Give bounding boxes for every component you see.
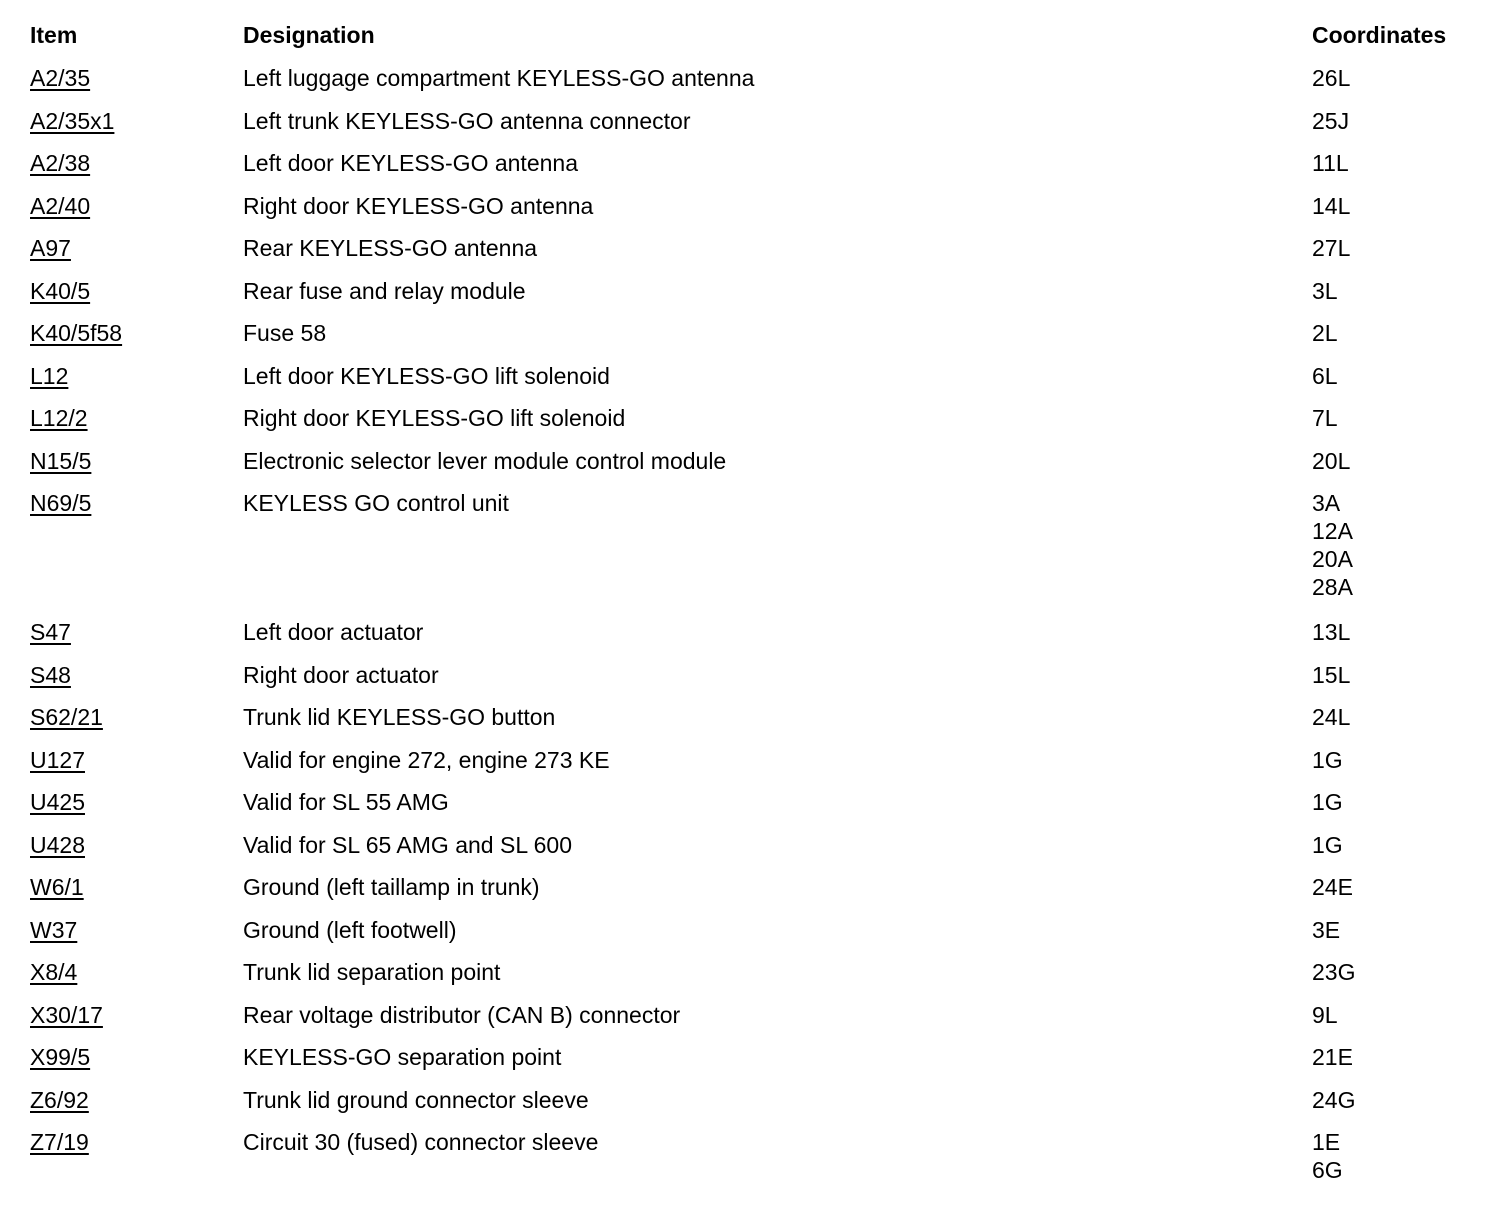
item-cell: [30, 401, 243, 432]
component-legend-table: [30, 18, 1490, 1198]
coordinates-cell: [1312, 444, 1490, 475]
coordinate-value: 28A: [1312, 574, 1353, 600]
designation-cell: Left door KEYLESS-GO lift solenoid: [243, 362, 610, 389]
item-cell: [30, 615, 243, 646]
item-link[interactable]: U428: [30, 831, 85, 858]
table-row: [30, 870, 1490, 913]
item-cell: [30, 444, 243, 475]
item-link[interactable]: K40/5f58: [30, 320, 123, 346]
item-link[interactable]: K40/5: [30, 277, 91, 304]
table-header-row: [30, 18, 1490, 61]
coordinates-cell: [1312, 743, 1490, 774]
column-header-item: Item: [30, 22, 78, 48]
coordinates-cell: [1312, 274, 1490, 305]
coordinates-cell: [1312, 401, 1490, 432]
coordinate-value: 3E: [1312, 916, 1341, 943]
item-cell: [30, 1040, 243, 1071]
designation-cell: Valid for engine 272, engine 273 KE: [243, 746, 610, 773]
item-link[interactable]: S48: [30, 661, 71, 688]
item-link[interactable]: L12: [30, 362, 69, 389]
item-link[interactable]: W37: [30, 916, 78, 943]
designation-cell: Trunk lid KEYLESS-GO button: [243, 704, 556, 730]
designation-cell: Rear fuse and relay module: [243, 277, 526, 304]
item-cell: [30, 870, 243, 901]
table-row: [30, 274, 1490, 317]
item-cell: [30, 785, 243, 816]
item-link[interactable]: X8/4: [30, 959, 78, 985]
table-row: [30, 104, 1490, 147]
item-cell: [30, 316, 243, 347]
item-link[interactable]: Z6/92: [30, 1086, 89, 1113]
table-row: [30, 444, 1490, 487]
item-cell: [30, 1125, 243, 1156]
item-cell: [30, 1083, 243, 1114]
table-row: [30, 913, 1490, 956]
table-body: [30, 61, 1490, 1198]
designation-cell: Ground (left footwell): [243, 916, 457, 943]
item-link[interactable]: S47: [30, 619, 71, 645]
coordinates-cell: [1312, 1040, 1490, 1071]
item-link[interactable]: A97: [30, 235, 71, 261]
table-row: [30, 189, 1490, 232]
table-row: [30, 658, 1490, 701]
table-row: [30, 486, 1490, 615]
designation-cell: Trunk lid ground connector sleeve: [243, 1086, 589, 1113]
coordinates-cell: [1312, 146, 1490, 177]
table-row: [30, 700, 1490, 743]
coordinates-cell: [1312, 615, 1490, 646]
coordinate-value: 23G: [1312, 959, 1356, 985]
coordinate-value: 24E: [1312, 874, 1353, 900]
coordinates-cell: [1312, 955, 1490, 986]
coordinate-value: 20L: [1312, 447, 1351, 474]
designation-cell: Electronic selector lever module control module: [243, 447, 727, 474]
coordinate-value: 3A: [1312, 490, 1341, 516]
coordinates-cell: [1312, 998, 1490, 1029]
designation-cell: Valid for SL 55 AMG: [243, 789, 449, 815]
coordinate-value: 1G: [1312, 746, 1343, 773]
designation-cell: Ground (left taillamp in trunk): [243, 874, 540, 900]
designation-cell: Rear KEYLESS-GO antenna: [243, 235, 538, 261]
coordinate-value: 9L: [1312, 1001, 1338, 1028]
item-cell: [30, 104, 243, 135]
coordinates-cell: [1312, 104, 1490, 135]
coordinates-cell: [1312, 700, 1490, 731]
table-row: [30, 828, 1490, 871]
table-row: [30, 1083, 1490, 1126]
coordinate-value: 1G: [1312, 831, 1343, 858]
designation-cell: Left luggage compartment KEYLESS-GO antenna: [243, 65, 755, 91]
designation-cell: Rear voltage distributor (CAN B) connector: [243, 1001, 681, 1028]
item-cell: [30, 231, 243, 262]
coordinate-value: 26L: [1312, 65, 1351, 91]
item-cell: [30, 828, 243, 859]
coordinate-value: 6L: [1312, 362, 1338, 389]
coordinate-value: 1E: [1312, 1129, 1341, 1155]
item-cell: [30, 359, 243, 390]
table-row: [30, 785, 1490, 828]
coordinates-cell: [1312, 785, 1490, 816]
coordinates-cell: [1312, 1083, 1490, 1114]
coordinate-value: 24L: [1312, 704, 1351, 730]
item-cell: [30, 658, 243, 689]
item-cell: [30, 189, 243, 220]
item-link[interactable]: N15/5: [30, 447, 92, 474]
coordinate-value: 2L: [1312, 320, 1338, 346]
designation-cell: KEYLESS GO control unit: [243, 490, 509, 516]
item-cell: [30, 700, 243, 731]
coordinates-cell: [1312, 359, 1490, 390]
table-row: [30, 955, 1490, 998]
item-cell: [30, 61, 243, 92]
coordinate-value: 3L: [1312, 277, 1338, 304]
item-link[interactable]: A2/35x1: [30, 107, 115, 134]
coordinates-cell: [1312, 828, 1490, 859]
item-link[interactable]: A2/40: [30, 192, 91, 219]
table-row: [30, 743, 1490, 786]
column-header-coordinates: Coordinates: [1312, 22, 1447, 48]
designation-cell: Right door actuator: [243, 661, 439, 688]
column-header-designation: Designation: [243, 22, 375, 48]
table-row: [30, 1040, 1490, 1083]
coordinate-value: 12A: [1312, 518, 1353, 544]
designation-cell: Valid for SL 65 AMG and SL 600: [243, 831, 573, 858]
coordinate-value: 27L: [1312, 235, 1351, 261]
table-row: [30, 61, 1490, 104]
item-link[interactable]: W6/1: [30, 874, 84, 900]
item-cell: [30, 486, 243, 517]
coordinates-cell: [1312, 870, 1490, 901]
item-link[interactable]: Z7/19: [30, 1129, 89, 1155]
coordinate-value: 14L: [1312, 192, 1351, 219]
item-cell: [30, 913, 243, 944]
item-cell: [30, 998, 243, 1029]
designation-cell: Trunk lid separation point: [243, 959, 501, 985]
coordinate-value: 15L: [1312, 661, 1351, 688]
coordinate-value: 24G: [1312, 1086, 1356, 1113]
designation-cell: Left door actuator: [243, 619, 424, 645]
table-row: [30, 1125, 1490, 1198]
coordinate-value: 6G: [1312, 1157, 1343, 1183]
coordinates-cell: [1312, 189, 1490, 220]
coordinates-cell: [1312, 486, 1490, 615]
item-link[interactable]: U127: [30, 746, 85, 773]
table-row: [30, 316, 1490, 359]
item-cell: [30, 955, 243, 986]
designation-cell: Left trunk KEYLESS-GO antenna connector: [243, 107, 691, 134]
item-link[interactable]: L12/2: [30, 405, 88, 431]
coordinates-cell: [1312, 231, 1490, 262]
table-row: [30, 359, 1490, 402]
coordinates-cell: [1312, 61, 1490, 92]
coordinates-cell: [1312, 913, 1490, 944]
item-link[interactable]: U425: [30, 789, 85, 815]
item-link[interactable]: N69/5: [30, 490, 92, 516]
coordinate-value: 7L: [1312, 405, 1338, 431]
designation-cell: KEYLESS-GO separation point: [243, 1044, 562, 1070]
item-link[interactable]: A2/38: [30, 150, 91, 176]
table-row: [30, 231, 1490, 274]
coordinate-value: 20A: [1312, 546, 1353, 572]
coordinate-value: 21E: [1312, 1044, 1353, 1070]
item-link[interactable]: X30/17: [30, 1001, 103, 1028]
coordinate-value: 13L: [1312, 619, 1351, 645]
designation-cell: Left door KEYLESS-GO antenna: [243, 150, 578, 176]
coordinates-cell: [1312, 658, 1490, 689]
designation-cell: Fuse 58: [243, 320, 327, 346]
coordinate-value: 25J: [1312, 107, 1350, 134]
coordinate-value: 11L: [1312, 150, 1349, 176]
table-row: [30, 998, 1490, 1041]
table-row: [30, 615, 1490, 658]
table-row: [30, 146, 1490, 189]
coordinates-cell: [1312, 1125, 1490, 1198]
designation-cell: Right door KEYLESS-GO lift solenoid: [243, 405, 626, 431]
designation-cell: Right door KEYLESS-GO antenna: [243, 192, 594, 219]
item-link[interactable]: X99/5: [30, 1044, 91, 1070]
coordinate-value: 1G: [1312, 789, 1343, 815]
coordinates-cell: [1312, 316, 1490, 347]
item-cell: [30, 146, 243, 177]
designation-cell: Circuit 30 (fused) connector sleeve: [243, 1129, 599, 1155]
table-row: [30, 401, 1490, 444]
item-link[interactable]: A2/35: [30, 65, 91, 91]
item-cell: [30, 743, 243, 774]
item-link[interactable]: S62/21: [30, 704, 103, 730]
item-cell: [30, 274, 243, 305]
